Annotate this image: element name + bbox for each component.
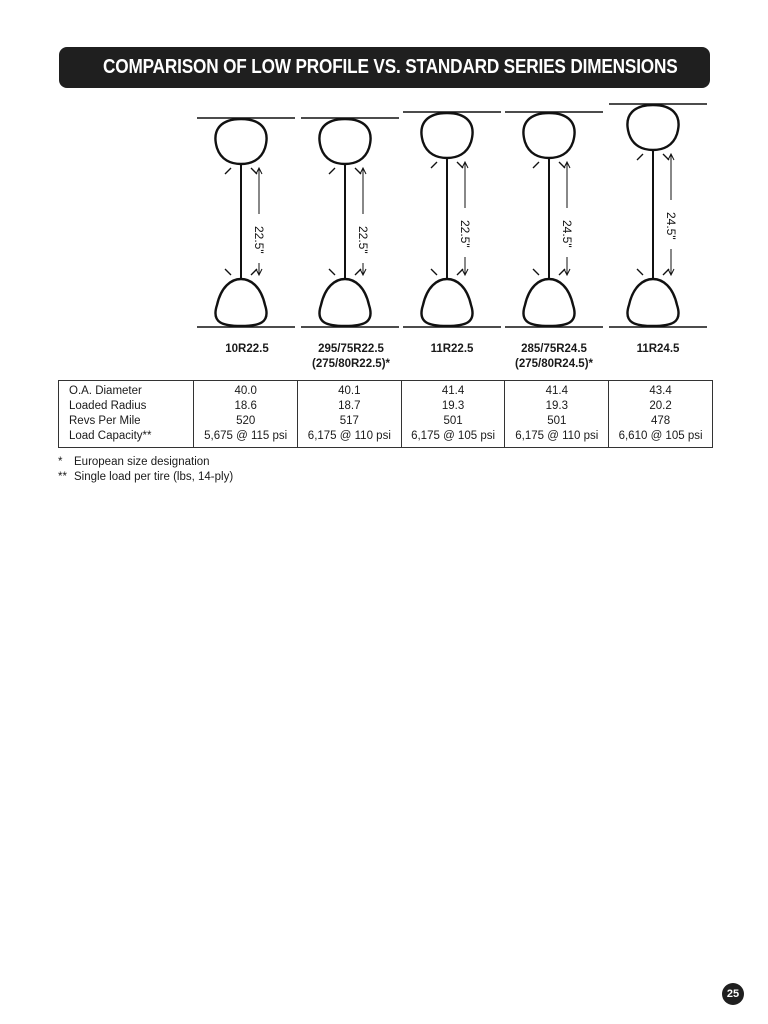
- footnotes: [58, 455, 233, 485]
- title-banner: [59, 47, 710, 88]
- tire-size-label: 11R22.5: [430, 343, 474, 355]
- table-row: [59, 381, 713, 448]
- table-cell: 43.4 20.2 478 6,610 @ 105 psi: [609, 381, 713, 448]
- tire-cross-section: [503, 96, 607, 336]
- tire-cross-section: [401, 96, 505, 336]
- table-cell: 40.1 18.7 517 6,175 @ 110 psi: [298, 381, 402, 448]
- footnote: ** Single load per tire (lbs, 14-ply): [58, 471, 234, 483]
- table-cell: 40.0 18.6 520 5,675 @ 115 psi: [194, 381, 298, 448]
- tire-size-label: 11R24.5: [636, 343, 680, 355]
- page-number: 25: [726, 988, 740, 1000]
- row-labels-cell: O.A. Diameter Loaded Radius Revs Per Mile Load Capacity**: [59, 381, 194, 448]
- tire-cross-section: [299, 96, 403, 336]
- rim-diameter-label: 24.5": [664, 212, 678, 240]
- rim-diameter-label: 22.5": [252, 226, 266, 254]
- table-cell: 41.4 19.3 501 6,175 @ 105 psi: [401, 381, 505, 448]
- footnote: * European size designation: [58, 456, 210, 468]
- page-number-badge: [722, 983, 744, 1005]
- tire-size-label: 10R22.5: [225, 343, 269, 355]
- tire-diagrams: [195, 96, 715, 336]
- page-title: COMPARISON OF LOW PROFILE VS. STANDARD SERIES DIMENSIONS: [103, 56, 678, 78]
- tire-cross-section: [195, 96, 299, 336]
- dimensions-table: [58, 380, 713, 448]
- rim-diameter-label: 24.5": [560, 220, 574, 248]
- rim-diameter-label: 22.5": [458, 220, 472, 248]
- rim-diameter-label: 22.5": [356, 226, 370, 254]
- table-cell: 41.4 19.3 501 6,175 @ 110 psi: [505, 381, 609, 448]
- tire-cross-section: [607, 96, 711, 336]
- tire-size-label: 285/75R24.5 (275/80R24.5)*: [515, 343, 593, 370]
- tire-size-label: 295/75R22.5 (275/80R22.5)*: [312, 343, 390, 370]
